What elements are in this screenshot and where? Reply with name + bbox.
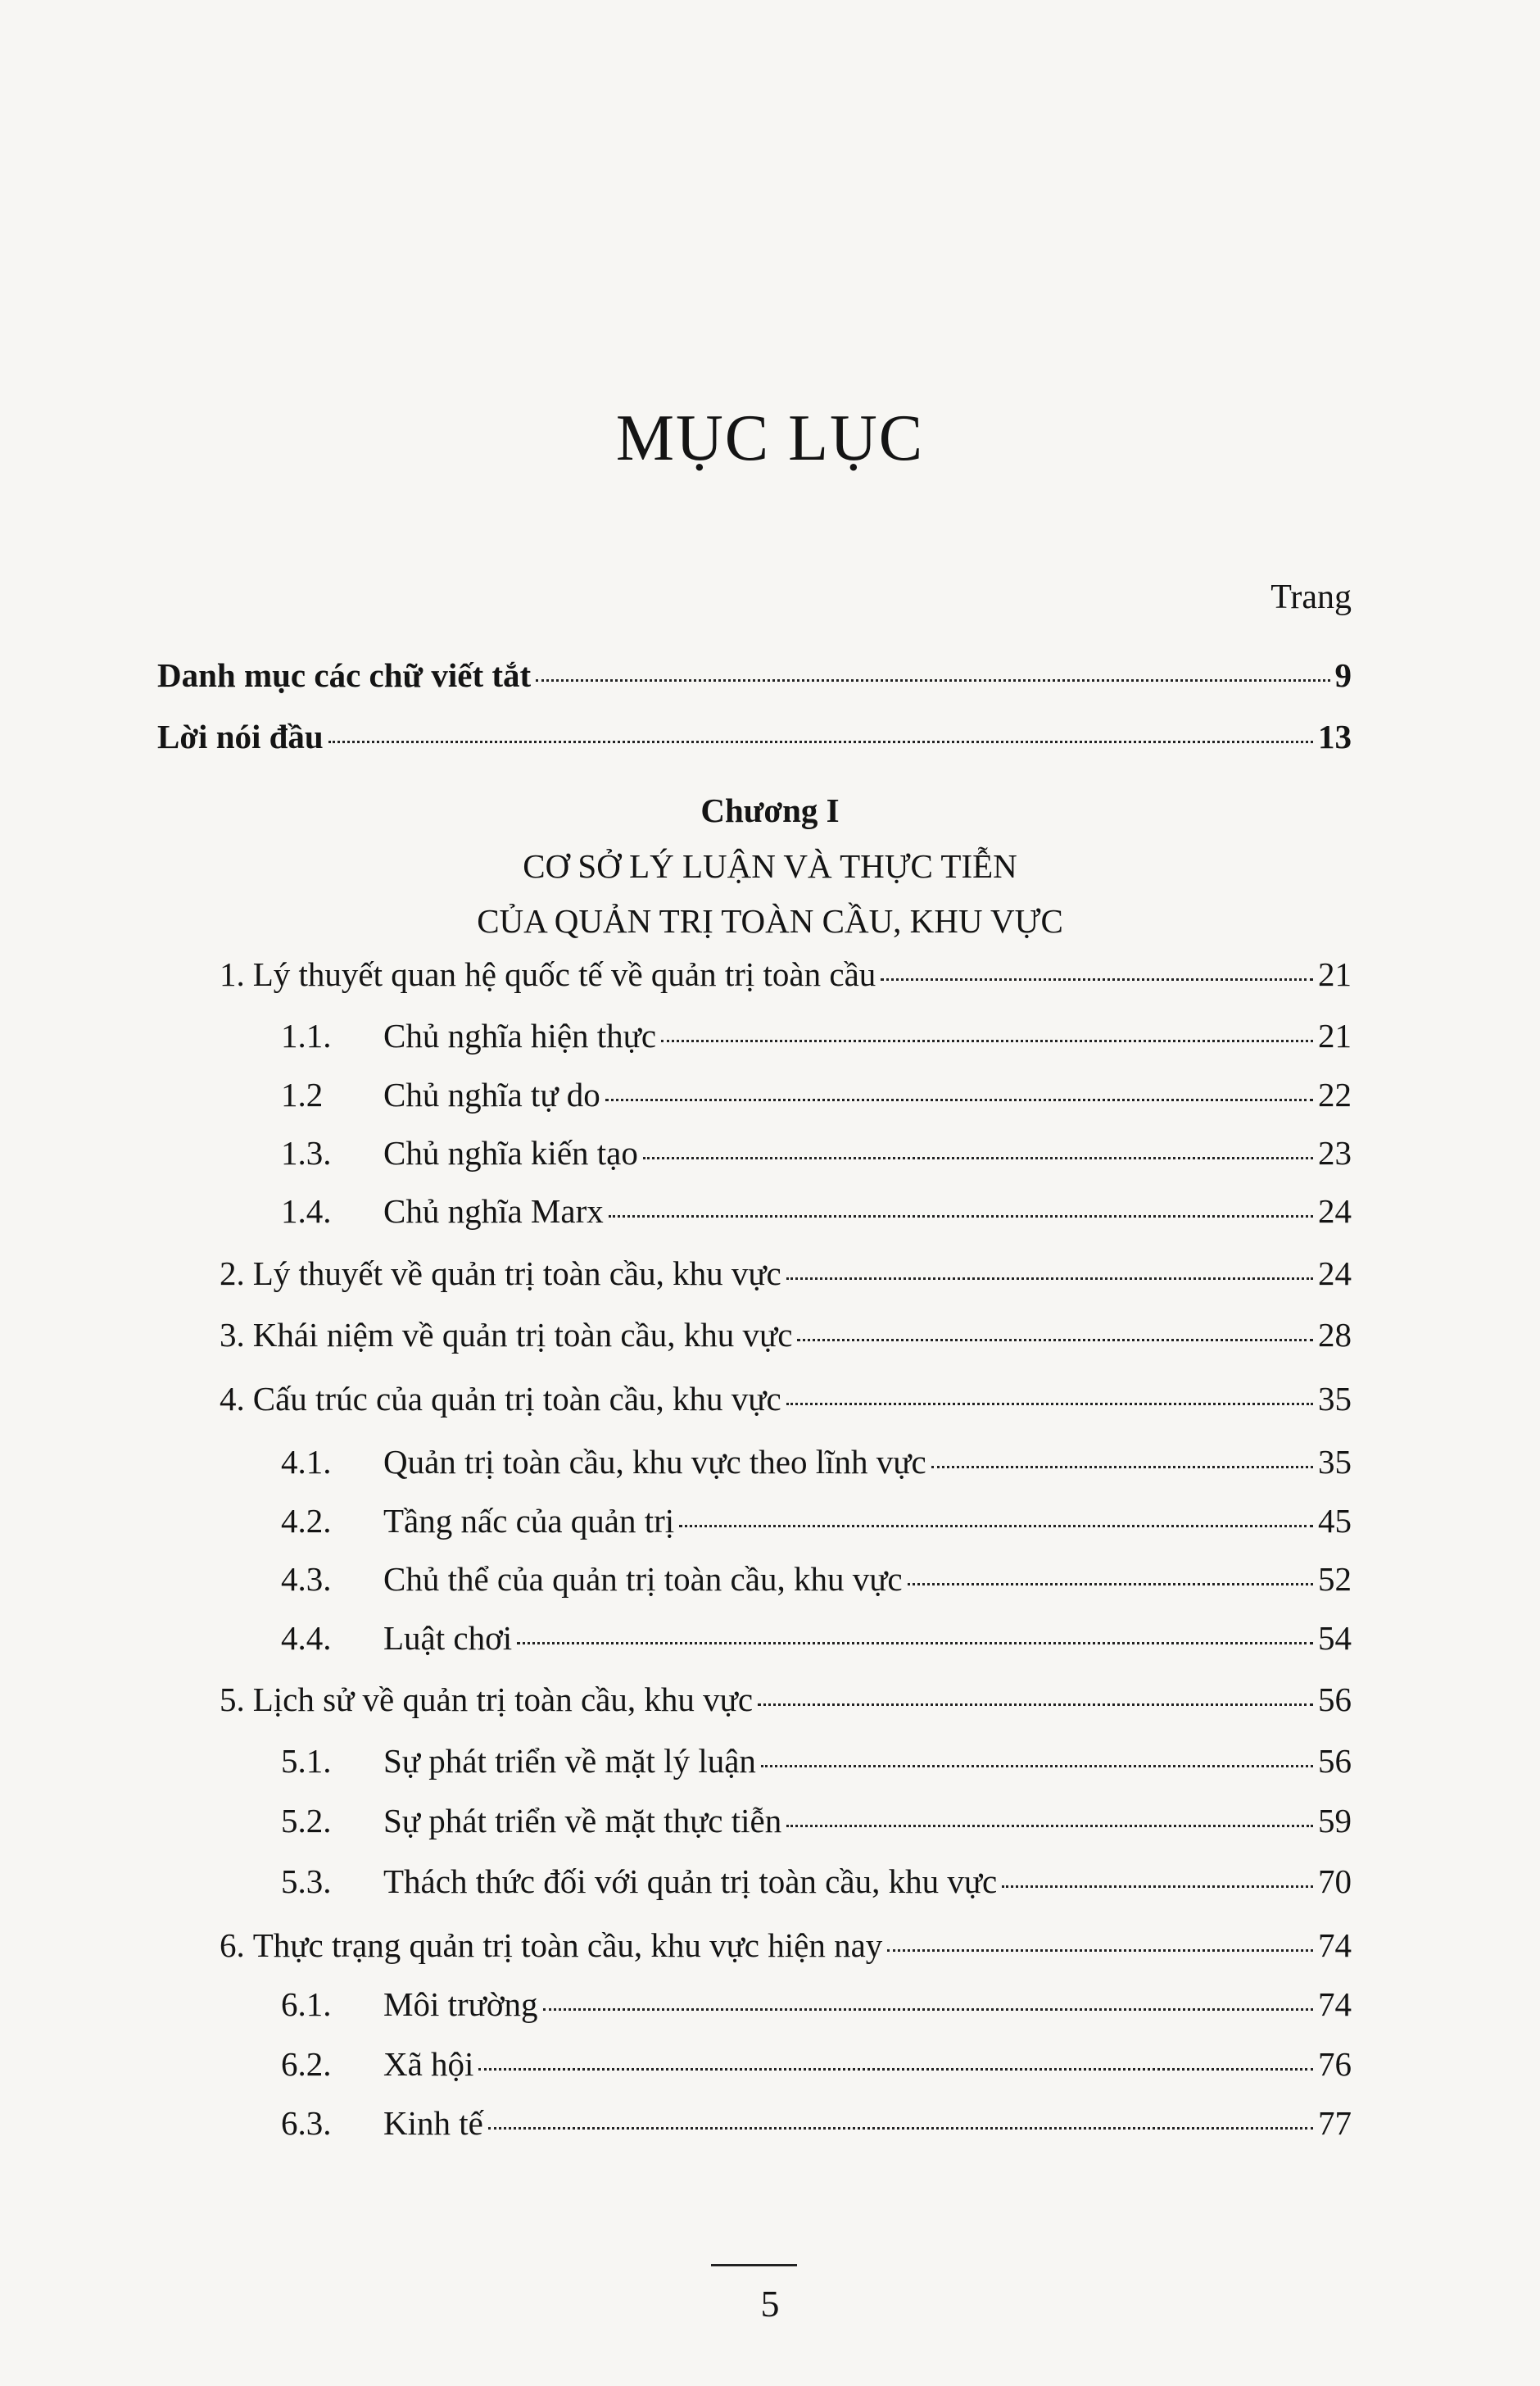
toc-entry bbox=[281, 1985, 1352, 2024]
toc-entry-label: Chủ nghĩa kiến tạo bbox=[383, 1134, 638, 1172]
toc-entry-label: Luật chơi bbox=[383, 1619, 513, 1657]
toc-entry bbox=[281, 2103, 1352, 2143]
toc-entry-page: 45 bbox=[1318, 1502, 1352, 1540]
toc-entry-number: 5.2. bbox=[281, 1802, 332, 1839]
page-column-label: Trang bbox=[1270, 578, 1352, 616]
toc-entry-label: Khái niệm về quản trị toàn cầu, khu vực bbox=[252, 1316, 793, 1354]
toc-entry-number: 1. bbox=[220, 955, 245, 993]
dot-leader bbox=[761, 1765, 1313, 1767]
toc-entry-label: Môi trường bbox=[383, 1985, 538, 2023]
toc-entry-page: 35 bbox=[1318, 1380, 1352, 1418]
toc-entry-page: 35 bbox=[1318, 1443, 1352, 1481]
toc-entry bbox=[281, 1559, 1352, 1599]
toc-entry-label: Sự phát triển về mặt thực tiễn bbox=[383, 1802, 782, 1839]
page-number: 5 bbox=[760, 2283, 780, 2325]
toc-entry-number: 6.3. bbox=[281, 2104, 332, 2142]
toc-entry bbox=[220, 1379, 1352, 1418]
dot-leader bbox=[328, 741, 1313, 743]
toc-entry-label: Lịch sử về quản trị toàn cầu, khu vực bbox=[252, 1681, 754, 1718]
toc-entry bbox=[220, 1680, 1352, 1719]
toc-entry-number: 6.1. bbox=[281, 1985, 332, 2023]
chapter-title-line2: CỦA QUẢN TRỊ TOÀN CẦU, KHU VỰC bbox=[477, 902, 1063, 940]
toc-entry-number: 4.3. bbox=[281, 1560, 332, 1598]
toc-entry-number: 6. bbox=[220, 1926, 245, 1964]
toc-entry-number: 1.3. bbox=[281, 1134, 332, 1172]
toc-entry-label: Chủ nghĩa tự do bbox=[383, 1076, 600, 1114]
toc-entry-label: Cấu trúc của quản trị toàn cầu, khu vực bbox=[252, 1380, 781, 1418]
toc-entry-label: Thách thức đối với quản trị toàn cầu, khu vực bbox=[383, 1862, 998, 1900]
dot-leader bbox=[643, 1157, 1313, 1159]
toc-entry-number: 2. bbox=[220, 1254, 245, 1292]
dot-leader bbox=[887, 1949, 1313, 1952]
dot-leader bbox=[931, 1466, 1313, 1468]
dot-leader bbox=[679, 1525, 1313, 1527]
toc-entry bbox=[281, 1618, 1352, 1658]
toc-entry-page: 21 bbox=[1318, 955, 1352, 993]
toc-entry-page: 56 bbox=[1318, 1742, 1352, 1780]
dot-leader bbox=[786, 1403, 1313, 1405]
dot-leader bbox=[758, 1703, 1313, 1706]
toc-entry-number: 6.2. bbox=[281, 2045, 332, 2083]
toc-entry-number: 5. bbox=[220, 1681, 245, 1718]
toc-entry-number: 3. bbox=[220, 1316, 245, 1354]
dot-leader bbox=[605, 1099, 1313, 1101]
toc-entry-page: 23 bbox=[1318, 1134, 1352, 1172]
toc-entry bbox=[281, 1133, 1352, 1173]
toc-entry bbox=[220, 1254, 1352, 1293]
toc-entry-label: Tầng nấc của quản trị bbox=[383, 1502, 675, 1540]
toc-entry-page: 59 bbox=[1318, 1802, 1352, 1839]
toc-entry-label: Chủ nghĩa Marx bbox=[383, 1192, 604, 1230]
dot-leader bbox=[786, 1277, 1313, 1280]
toc-entry-label: Quản trị toàn cầu, khu vực theo lĩnh vực bbox=[383, 1443, 926, 1481]
dot-leader bbox=[908, 1583, 1313, 1585]
toc-entry-page: 28 bbox=[1318, 1316, 1352, 1354]
toc-entry-page: 52 bbox=[1318, 1560, 1352, 1598]
toc-entry-page: 24 bbox=[1318, 1254, 1352, 1292]
dot-leader bbox=[797, 1339, 1313, 1341]
footer-rule bbox=[711, 2264, 797, 2266]
toc-entry-page: 24 bbox=[1318, 1192, 1352, 1230]
toc-entry bbox=[220, 1926, 1352, 1965]
toc-entry-label: Lý thuyết quan hệ quốc tế về quản trị toàn cầu bbox=[252, 955, 876, 993]
toc-entry-page: 22 bbox=[1318, 1076, 1352, 1114]
dot-leader bbox=[609, 1215, 1313, 1218]
dot-leader bbox=[1002, 1885, 1313, 1888]
toc-entry-preface bbox=[157, 717, 1352, 756]
toc-entry-label: Danh mục các chữ viết tắt bbox=[157, 656, 532, 694]
toc-entry-abbreviations bbox=[157, 655, 1352, 695]
dot-leader bbox=[881, 978, 1313, 981]
toc-entry-number: 1.2 bbox=[281, 1076, 324, 1114]
toc-entry-number: 1.1. bbox=[281, 1017, 332, 1055]
dot-leader bbox=[536, 679, 1329, 682]
page-title: MỤC LỤC bbox=[615, 402, 925, 474]
dot-leader bbox=[661, 1040, 1313, 1042]
toc-entry-page: 54 bbox=[1318, 1619, 1352, 1657]
toc-entry-page: 76 bbox=[1318, 2045, 1352, 2083]
toc-entry-page: 74 bbox=[1318, 1926, 1352, 1964]
chapter-title-line1: CƠ SỞ LÝ LUẬN VÀ THỰC TIỄN bbox=[523, 847, 1017, 885]
toc-entry bbox=[281, 1741, 1352, 1780]
toc-entry bbox=[281, 1442, 1352, 1481]
dot-leader bbox=[543, 2008, 1313, 2011]
toc-entry bbox=[281, 2044, 1352, 2084]
toc-entry-label: Lý thuyết về quản trị toàn cầu, khu vực bbox=[252, 1254, 781, 1292]
dot-leader bbox=[488, 2127, 1313, 2130]
toc-entry bbox=[220, 1315, 1352, 1354]
toc-entry-number: 4. bbox=[220, 1380, 245, 1418]
dot-leader bbox=[517, 1642, 1313, 1644]
toc-entry-label: Lời nói đầu bbox=[157, 718, 324, 755]
toc-entry bbox=[281, 1016, 1352, 1055]
dot-leader bbox=[478, 2068, 1313, 2071]
toc-entry bbox=[281, 1191, 1352, 1231]
toc-entry bbox=[281, 1862, 1352, 1901]
toc-entry-label: Chủ nghĩa hiện thực bbox=[383, 1017, 657, 1055]
toc-entry-page: 74 bbox=[1318, 1985, 1352, 2023]
toc-entry-label: Sự phát triển về mặt lý luận bbox=[383, 1742, 756, 1780]
toc-entry-page: 56 bbox=[1318, 1681, 1352, 1718]
toc-entry bbox=[281, 1075, 1352, 1114]
toc-entry-number: 5.3. bbox=[281, 1862, 332, 1900]
toc-entry-label: Xã hội bbox=[383, 2045, 474, 2083]
toc-entry bbox=[281, 1501, 1352, 1540]
toc-entry-number: 4.2. bbox=[281, 1502, 332, 1540]
toc-entry-page: 77 bbox=[1318, 2104, 1352, 2142]
toc-entry bbox=[220, 955, 1352, 994]
toc-entry-label: Kinh tế bbox=[383, 2104, 483, 2142]
toc-entry-label: Chủ thể của quản trị toàn cầu, khu vực bbox=[383, 1560, 903, 1598]
toc-entry-number: 4.4. bbox=[281, 1619, 332, 1657]
toc-entry-page: 21 bbox=[1318, 1017, 1352, 1055]
toc-entry-number: 4.1. bbox=[281, 1443, 332, 1481]
toc-entry-number: 1.4. bbox=[281, 1192, 332, 1230]
toc-entry-page: 9 bbox=[1334, 656, 1352, 694]
toc-entry bbox=[281, 1801, 1352, 1840]
chapter-number: Chương I bbox=[700, 792, 840, 829]
toc-entry-page: 13 bbox=[1318, 718, 1352, 755]
dot-leader bbox=[786, 1825, 1313, 1827]
toc-entry-label: Thực trạng quản trị toàn cầu, khu vực hiện nay bbox=[252, 1926, 883, 1964]
toc-entry-page: 70 bbox=[1318, 1862, 1352, 1900]
toc-entry-number: 5.1. bbox=[281, 1742, 332, 1780]
